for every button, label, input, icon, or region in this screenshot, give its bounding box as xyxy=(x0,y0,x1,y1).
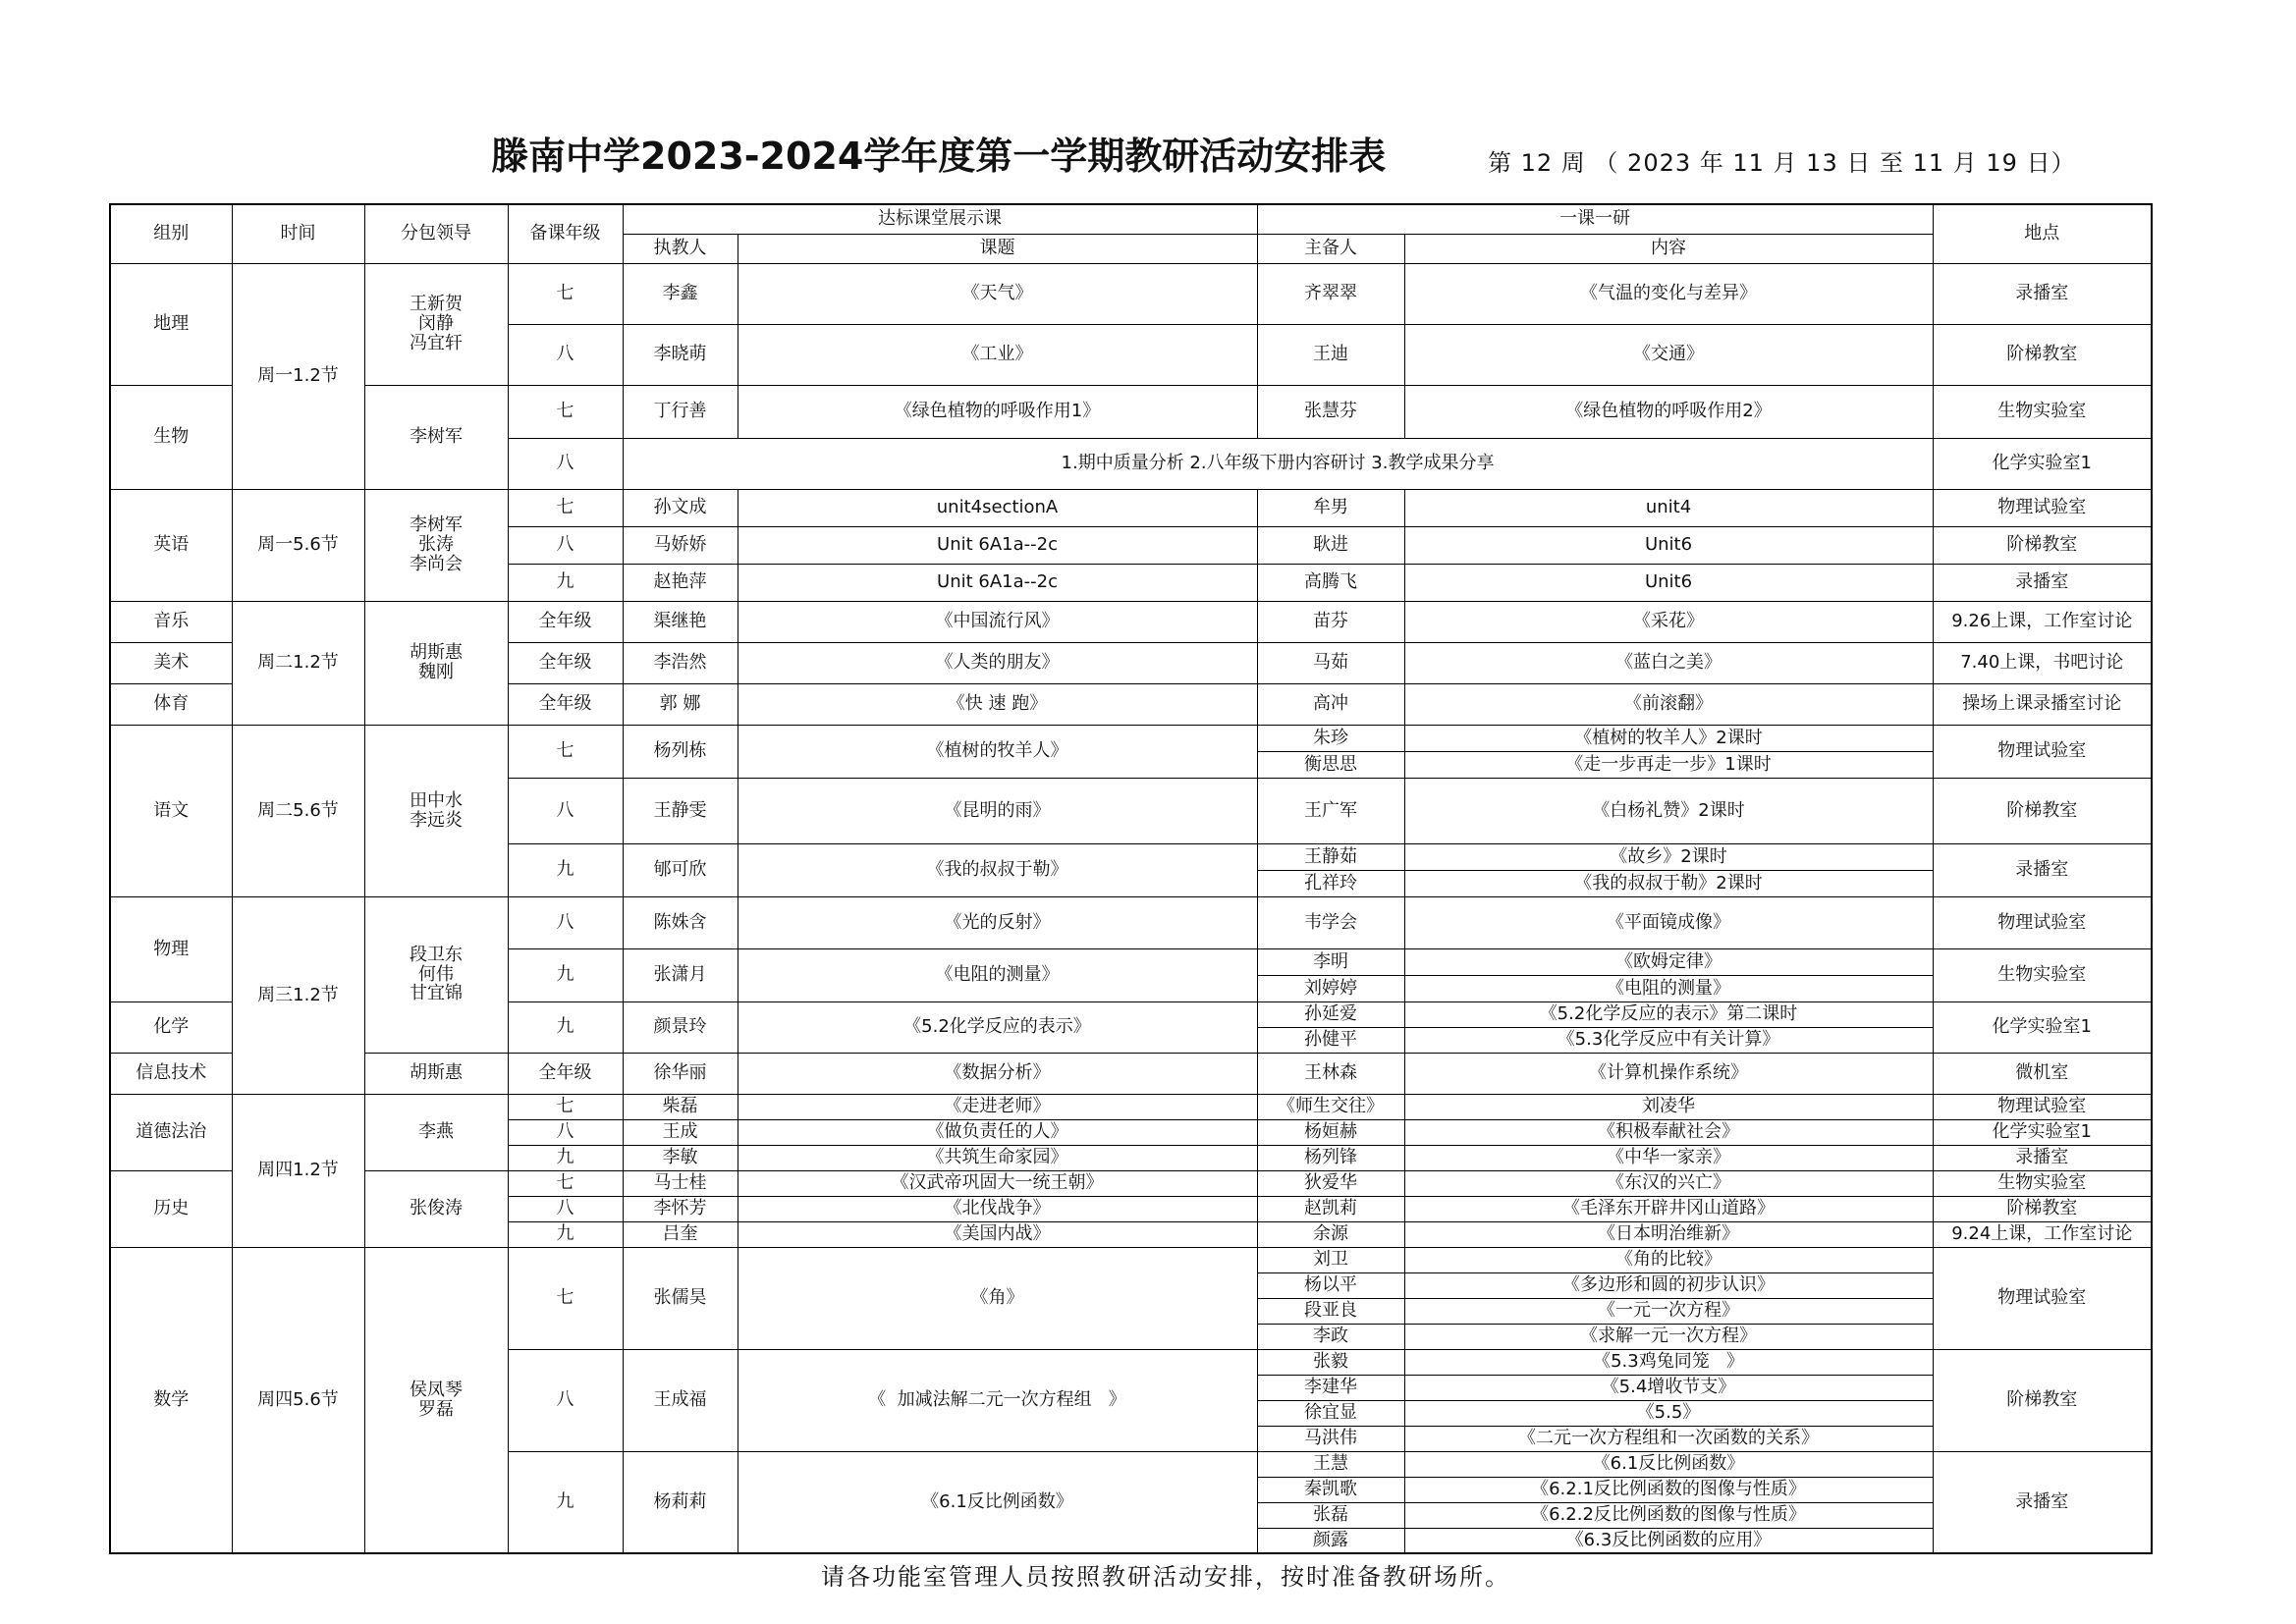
time-cell: 周一5.6节 xyxy=(232,489,364,601)
leader-cell: 胡斯惠 魏刚 xyxy=(364,601,508,725)
place-cell: 生物实验室 xyxy=(1933,385,2152,438)
teacher-cell: 杨莉莉 xyxy=(623,1451,738,1553)
main-prep-cell: 王慧 xyxy=(1257,1451,1404,1477)
header-research: 一课一研 xyxy=(1257,204,1933,234)
teacher-cell: 吕奎 xyxy=(623,1221,738,1247)
main-prep-cell: 赵凯莉 xyxy=(1257,1196,1404,1221)
main-prep-cell: 杨姮赫 xyxy=(1257,1119,1404,1145)
main-prep-cell: 李建华 xyxy=(1257,1375,1404,1400)
footer-note: 请各功能室管理人员按照教研活动安排，按时准备教研场所。 xyxy=(821,1563,1510,1591)
leader-cell: 田中水 李远炎 xyxy=(364,725,508,896)
main-prep-cell: 《师生交往》 xyxy=(1257,1094,1404,1119)
place-cell: 物理试验室 xyxy=(1933,489,2152,526)
main-prep-cell: 马洪伟 xyxy=(1257,1426,1404,1451)
grade-cell: 全年级 xyxy=(508,1053,623,1094)
content-cell: Unit6 xyxy=(1404,526,1933,564)
grade-cell: 八 xyxy=(508,526,623,564)
grade-cell: 九 xyxy=(508,1451,623,1553)
grade-cell: 九 xyxy=(508,843,623,896)
content-cell: Unit6 xyxy=(1404,564,1933,601)
content-cell: 《蓝白之美》 xyxy=(1404,642,1933,683)
content-cell: 《日本明治维新》 xyxy=(1404,1221,1933,1247)
content-cell: 《6.2.1反比例函数的图像与性质》 xyxy=(1404,1477,1933,1502)
place-cell: 录播室 xyxy=(1933,843,2152,896)
content-cell: 《积极奉献社会》 xyxy=(1404,1119,1933,1145)
place-cell: 录播室 xyxy=(1933,1145,2152,1170)
teacher-cell: 王成 xyxy=(623,1119,738,1145)
group-cell: 数学 xyxy=(110,1247,232,1553)
topic-cell: Unit 6A1a--2c xyxy=(738,526,1257,564)
grade-cell: 八 xyxy=(508,1196,623,1221)
place-cell: 阶梯教室 xyxy=(1933,324,2152,385)
grade-cell: 八 xyxy=(508,896,623,948)
place-cell: 操场上课录播室讨论 xyxy=(1933,683,2152,725)
teacher-cell: 马娇娇 xyxy=(623,526,738,564)
grade-cell: 七 xyxy=(508,263,623,324)
content-cell: 《5.3鸡兔同笼 》 xyxy=(1404,1349,1933,1375)
main-prep-cell: 王林森 xyxy=(1257,1053,1404,1094)
topic-cell: 《做负责任的人》 xyxy=(738,1119,1257,1145)
leader-cell: 李燕 xyxy=(364,1094,508,1170)
main-prep-cell: 王静茹 xyxy=(1257,843,1404,870)
grade-cell: 七 xyxy=(508,385,623,438)
grade-cell: 九 xyxy=(508,1001,623,1053)
topic-cell: Unit 6A1a--2c xyxy=(738,564,1257,601)
place-cell: 化学实验室1 xyxy=(1933,1001,2152,1053)
group-cell: 英语 xyxy=(110,489,232,601)
content-cell: 《平面镜成像》 xyxy=(1404,896,1933,948)
content-cell: 《6.1反比例函数》 xyxy=(1404,1451,1933,1477)
grade-cell: 全年级 xyxy=(508,683,623,725)
place-cell: 生物实验室 xyxy=(1933,1170,2152,1196)
place-cell: 物理试验室 xyxy=(1933,1247,2152,1349)
time-cell: 周四1.2节 xyxy=(232,1094,364,1247)
content-cell: 《故乡》2课时 xyxy=(1404,843,1933,870)
topic-cell: 《共筑生命家园》 xyxy=(738,1145,1257,1170)
header-main-prep: 主备人 xyxy=(1257,234,1404,263)
topic-cell: 《人类的朋友》 xyxy=(738,642,1257,683)
place-cell: 生物实验室 xyxy=(1933,948,2152,1001)
place-cell: 录播室 xyxy=(1933,1451,2152,1553)
teacher-cell: 郭 娜 xyxy=(623,683,738,725)
content-cell: 《欧姆定律》 xyxy=(1404,948,1933,975)
group-cell: 美术 xyxy=(110,642,232,683)
content-cell: 《求解一元一次方程》 xyxy=(1404,1324,1933,1349)
topic-cell: 《角》 xyxy=(738,1247,1257,1349)
schedule-table xyxy=(109,203,2153,1554)
content-cell: 《东汉的兴亡》 xyxy=(1404,1170,1933,1196)
time-cell: 周三1.2节 xyxy=(232,896,364,1094)
topic-cell: 《电阻的测量》 xyxy=(738,948,1257,1001)
main-prep-cell: 余源 xyxy=(1257,1221,1404,1247)
leader-cell: 张俊涛 xyxy=(364,1170,508,1247)
header-teacher: 执教人 xyxy=(623,234,738,263)
teacher-cell: 丁行善 xyxy=(623,385,738,438)
grade-cell: 八 xyxy=(508,324,623,385)
header-leader: 分包领导 xyxy=(364,204,508,263)
place-cell: 阶梯教室 xyxy=(1933,778,2152,843)
topic-cell: 《工业》 xyxy=(738,324,1257,385)
content-cell: 《计算机操作系统》 xyxy=(1404,1053,1933,1094)
group-cell: 生物 xyxy=(110,385,232,489)
grade-cell: 八 xyxy=(508,1349,623,1451)
main-prep-cell: 李明 xyxy=(1257,948,1404,975)
header-showcase: 达标课堂展示课 xyxy=(623,204,1257,234)
main-prep-cell: 张毅 xyxy=(1257,1349,1404,1375)
place-cell: 化学实验室1 xyxy=(1933,438,2152,489)
content-cell: 《二元一次方程组和一次函数的关系》 xyxy=(1404,1426,1933,1451)
header-time: 时间 xyxy=(232,204,364,263)
main-prep-cell: 高冲 xyxy=(1257,683,1404,725)
main-prep-cell: 颜露 xyxy=(1257,1528,1404,1553)
grade-cell: 九 xyxy=(508,948,623,1001)
teacher-cell: 马士桂 xyxy=(623,1170,738,1196)
main-prep-cell: 杨列锋 xyxy=(1257,1145,1404,1170)
main-prep-cell: 牟男 xyxy=(1257,489,1404,526)
teacher-cell: 王静雯 xyxy=(623,778,738,843)
topic-cell: 《我的叔叔于勒》 xyxy=(738,843,1257,896)
group-cell: 地理 xyxy=(110,263,232,385)
content-cell: 《一元一次方程》 xyxy=(1404,1298,1933,1324)
place-cell: 录播室 xyxy=(1933,564,2152,601)
main-prep-cell: 李政 xyxy=(1257,1324,1404,1349)
content-cell: 《5.5》 xyxy=(1404,1400,1933,1426)
main-prep-cell: 朱珍 xyxy=(1257,725,1404,751)
grade-cell: 全年级 xyxy=(508,642,623,683)
main-prep-cell: 王广军 xyxy=(1257,778,1404,843)
topic-cell: 《植树的牧羊人》 xyxy=(738,725,1257,778)
teacher-cell: 渠继艳 xyxy=(623,601,738,642)
time-cell: 周二1.2节 xyxy=(232,601,364,725)
leader-cell: 段卫东 何伟 甘宜锦 xyxy=(364,896,508,1053)
content-cell: 《植树的牧羊人》2课时 xyxy=(1404,725,1933,751)
main-prep-cell: 秦凯歌 xyxy=(1257,1477,1404,1502)
place-cell: 录播室 xyxy=(1933,263,2152,324)
content-cell: 《6.2.2反比例函数的图像与性质》 xyxy=(1404,1502,1933,1528)
header-grade: 备课年级 xyxy=(508,204,623,263)
topic-cell: 《 加减法解二元一次方程组 》 xyxy=(738,1349,1257,1451)
content-cell: 《我的叔叔于勒》2课时 xyxy=(1404,870,1933,896)
topic-cell: 《6.1反比例函数》 xyxy=(738,1451,1257,1553)
main-prep-cell: 韦学会 xyxy=(1257,896,1404,948)
topic-cell: 《汉武帝巩固大一统王朝》 xyxy=(738,1170,1257,1196)
main-prep-cell: 孙健平 xyxy=(1257,1027,1404,1053)
main-prep-cell: 王迪 xyxy=(1257,324,1404,385)
leader-cell: 王新贺 闵静 冯宜轩 xyxy=(364,263,508,385)
main-prep-cell: 刘婷婷 xyxy=(1257,975,1404,1001)
grade-cell: 七 xyxy=(508,1247,623,1349)
grade-cell: 七 xyxy=(508,1170,623,1196)
group-cell: 历史 xyxy=(110,1170,232,1247)
header-topic: 课题 xyxy=(738,234,1257,263)
grade-cell: 八 xyxy=(508,1119,623,1145)
grade-cell: 七 xyxy=(508,489,623,526)
teacher-cell: 张潇月 xyxy=(623,948,738,1001)
main-prep-cell: 张慧芬 xyxy=(1257,385,1404,438)
leader-cell: 李树军 xyxy=(364,385,508,489)
teacher-cell: 颜景玲 xyxy=(623,1001,738,1053)
group-cell: 体育 xyxy=(110,683,232,725)
main-prep-cell: 徐宜显 xyxy=(1257,1400,1404,1426)
content-cell: 《前滚翻》 xyxy=(1404,683,1933,725)
group-cell: 语文 xyxy=(110,725,232,896)
grade-cell: 九 xyxy=(508,1145,623,1170)
teacher-cell: 郇可欣 xyxy=(623,843,738,896)
grade-cell: 八 xyxy=(508,778,623,843)
time-cell: 周二5.6节 xyxy=(232,725,364,896)
main-prep-cell: 孔祥玲 xyxy=(1257,870,1404,896)
header-content: 内容 xyxy=(1404,234,1933,263)
teacher-cell: 李浩然 xyxy=(623,642,738,683)
teacher-cell: 李晓萌 xyxy=(623,324,738,385)
main-prep-cell: 齐翠翠 xyxy=(1257,263,1404,324)
group-cell: 道德法治 xyxy=(110,1094,232,1170)
place-cell: 9.26上课，工作室讨论 xyxy=(1933,601,2152,642)
page-title: 滕南中学2023-2024学年度第一学期教研活动安排表 xyxy=(491,135,1387,178)
main-prep-cell: 杨以平 xyxy=(1257,1272,1404,1298)
grade-cell: 九 xyxy=(508,564,623,601)
teacher-cell: 李鑫 xyxy=(623,263,738,324)
agenda-cell: 1.期中质量分析 2.八年级下册内容研讨 3.教学成果分享 xyxy=(623,438,1933,489)
main-prep-cell: 狄爱华 xyxy=(1257,1170,1404,1196)
teacher-cell: 王成福 xyxy=(623,1349,738,1451)
place-cell: 化学实验室1 xyxy=(1933,1119,2152,1145)
header-place: 地点 xyxy=(1933,204,2152,263)
topic-cell: 《中国流行风》 xyxy=(738,601,1257,642)
place-cell: 物理试验室 xyxy=(1933,1094,2152,1119)
topic-cell: unit4sectionA xyxy=(738,489,1257,526)
main-prep-cell: 刘卫 xyxy=(1257,1247,1404,1272)
teacher-cell: 赵艳萍 xyxy=(623,564,738,601)
topic-cell: 《走进老师》 xyxy=(738,1094,1257,1119)
content-cell: 《毛泽东开辟井冈山道路》 xyxy=(1404,1196,1933,1221)
main-prep-cell: 衡思思 xyxy=(1257,751,1404,778)
teacher-cell: 孙文成 xyxy=(623,489,738,526)
grade-cell: 八 xyxy=(508,438,623,489)
content-cell: 《5.3化学反应中有关计算》 xyxy=(1404,1027,1933,1053)
content-cell: 刘凌华 xyxy=(1404,1094,1933,1119)
time-cell: 周四5.6节 xyxy=(232,1247,364,1553)
place-cell: 物理试验室 xyxy=(1933,896,2152,948)
week-info: 第 12 周 （ 2023 年 11 月 13 日 至 11 月 19 日） xyxy=(1488,149,2076,177)
group-cell: 化学 xyxy=(110,1001,232,1053)
content-cell: 《走一步再走一步》1课时 xyxy=(1404,751,1933,778)
teacher-cell: 杨列栋 xyxy=(623,725,738,778)
teacher-cell: 柴磊 xyxy=(623,1094,738,1119)
topic-cell: 《快 速 跑》 xyxy=(738,683,1257,725)
topic-cell: 《北伐战争》 xyxy=(738,1196,1257,1221)
main-prep-cell: 耿进 xyxy=(1257,526,1404,564)
main-prep-cell: 张磊 xyxy=(1257,1502,1404,1528)
teacher-cell: 陈姝含 xyxy=(623,896,738,948)
topic-cell: 《天气》 xyxy=(738,263,1257,324)
content-cell: 《多边形和圆的初步认识》 xyxy=(1404,1272,1933,1298)
content-cell: 《绿色植物的呼吸作用2》 xyxy=(1404,385,1933,438)
teacher-cell: 李敏 xyxy=(623,1145,738,1170)
place-cell: 阶梯教室 xyxy=(1933,1196,2152,1221)
group-cell: 物理 xyxy=(110,896,232,1001)
leader-cell: 李树军 张涛 李尚会 xyxy=(364,489,508,601)
main-prep-cell: 马茹 xyxy=(1257,642,1404,683)
main-prep-cell: 孙延爱 xyxy=(1257,1001,1404,1027)
topic-cell: 《5.2化学反应的表示》 xyxy=(738,1001,1257,1053)
topic-cell: 《昆明的雨》 xyxy=(738,778,1257,843)
content-cell: 《5.2化学反应的表示》第二课时 xyxy=(1404,1001,1933,1027)
content-cell: 《气温的变化与差异》 xyxy=(1404,263,1933,324)
main-prep-cell: 苗芬 xyxy=(1257,601,1404,642)
content-cell: 《5.4增收节支》 xyxy=(1404,1375,1933,1400)
grade-cell: 七 xyxy=(508,725,623,778)
teacher-cell: 李怀芳 xyxy=(623,1196,738,1221)
topic-cell: 《数据分析》 xyxy=(738,1053,1257,1094)
teacher-cell: 徐华丽 xyxy=(623,1053,738,1094)
place-cell: 阶梯教室 xyxy=(1933,526,2152,564)
place-cell: 物理试验室 xyxy=(1933,725,2152,778)
time-cell: 周一1.2节 xyxy=(232,263,364,489)
place-cell: 微机室 xyxy=(1933,1053,2152,1094)
main-prep-cell: 高腾飞 xyxy=(1257,564,1404,601)
main-prep-cell: 段亚良 xyxy=(1257,1298,1404,1324)
place-cell: 阶梯教室 xyxy=(1933,1349,2152,1451)
content-cell: unit4 xyxy=(1404,489,1933,526)
topic-cell: 《绿色植物的呼吸作用1》 xyxy=(738,385,1257,438)
content-cell: 《电阻的测量》 xyxy=(1404,975,1933,1001)
grade-cell: 九 xyxy=(508,1221,623,1247)
leader-cell: 胡斯惠 xyxy=(364,1053,508,1094)
topic-cell: 《美国内战》 xyxy=(738,1221,1257,1247)
teacher-cell: 张儒昊 xyxy=(623,1247,738,1349)
grade-cell: 七 xyxy=(508,1094,623,1119)
header-group: 组别 xyxy=(110,204,232,263)
content-cell: 《采花》 xyxy=(1404,601,1933,642)
content-cell: 《交通》 xyxy=(1404,324,1933,385)
content-cell: 《中华一家亲》 xyxy=(1404,1145,1933,1170)
group-cell: 音乐 xyxy=(110,601,232,642)
content-cell: 《6.3反比例函数的应用》 xyxy=(1404,1528,1933,1553)
place-cell: 9.24上课，工作室讨论 xyxy=(1933,1221,2152,1247)
content-cell: 《角的比较》 xyxy=(1404,1247,1933,1272)
place-cell: 7.40上课，书吧讨论 xyxy=(1933,642,2152,683)
content-cell: 《白杨礼赞》2课时 xyxy=(1404,778,1933,843)
group-cell: 信息技术 xyxy=(110,1053,232,1094)
topic-cell: 《光的反射》 xyxy=(738,896,1257,948)
grade-cell: 全年级 xyxy=(508,601,623,642)
leader-cell: 侯凤琴 罗磊 xyxy=(364,1247,508,1553)
